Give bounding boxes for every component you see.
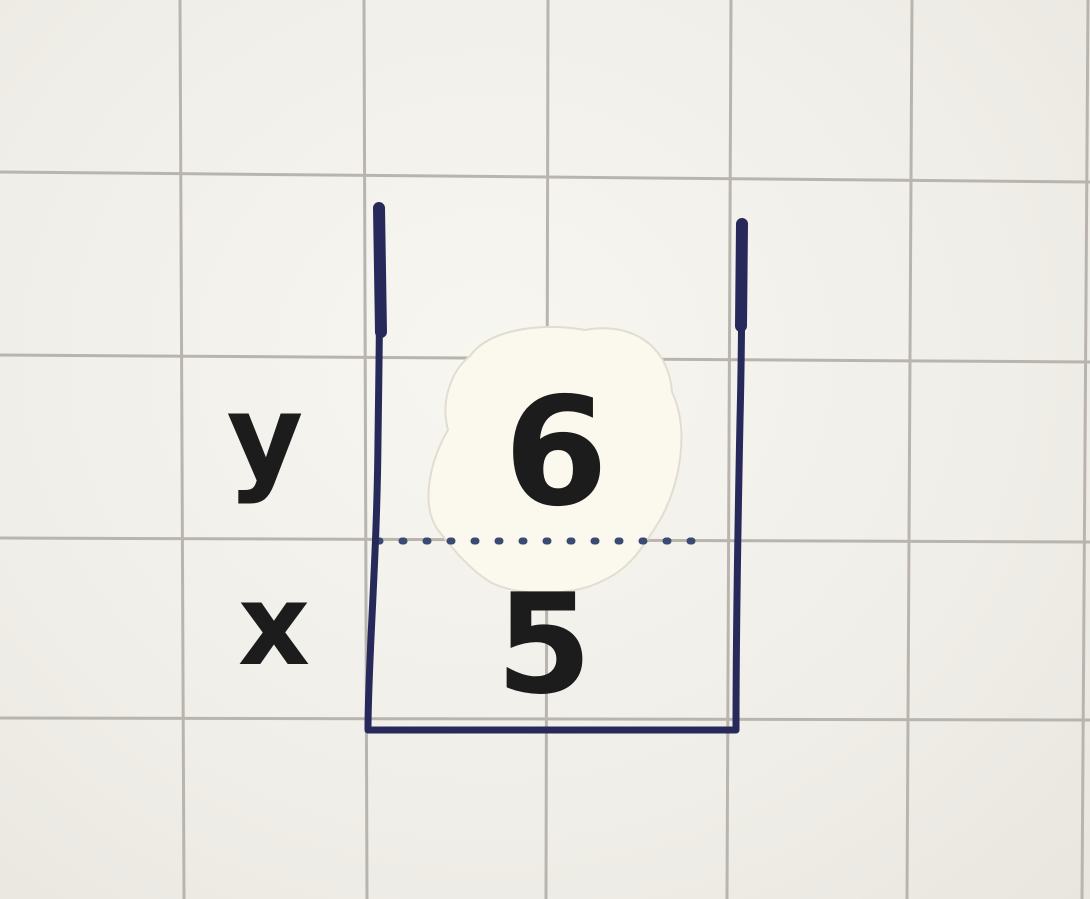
grid-line-v1 [180,0,184,899]
grid-line-v2 [364,0,367,899]
grid-line-v6 [1082,0,1088,899]
container-left-wall-thick [379,208,381,332]
label-y: y [226,368,304,506]
value-top-cell: 6 [503,366,609,540]
grid-line-v4 [727,0,731,899]
grid-line-h1 [0,172,1090,182]
value-bottom-cell: 5 [495,564,593,725]
container-right-wall-thick [741,224,742,326]
label-x: x [237,561,311,691]
grid-line-v5 [907,0,912,899]
